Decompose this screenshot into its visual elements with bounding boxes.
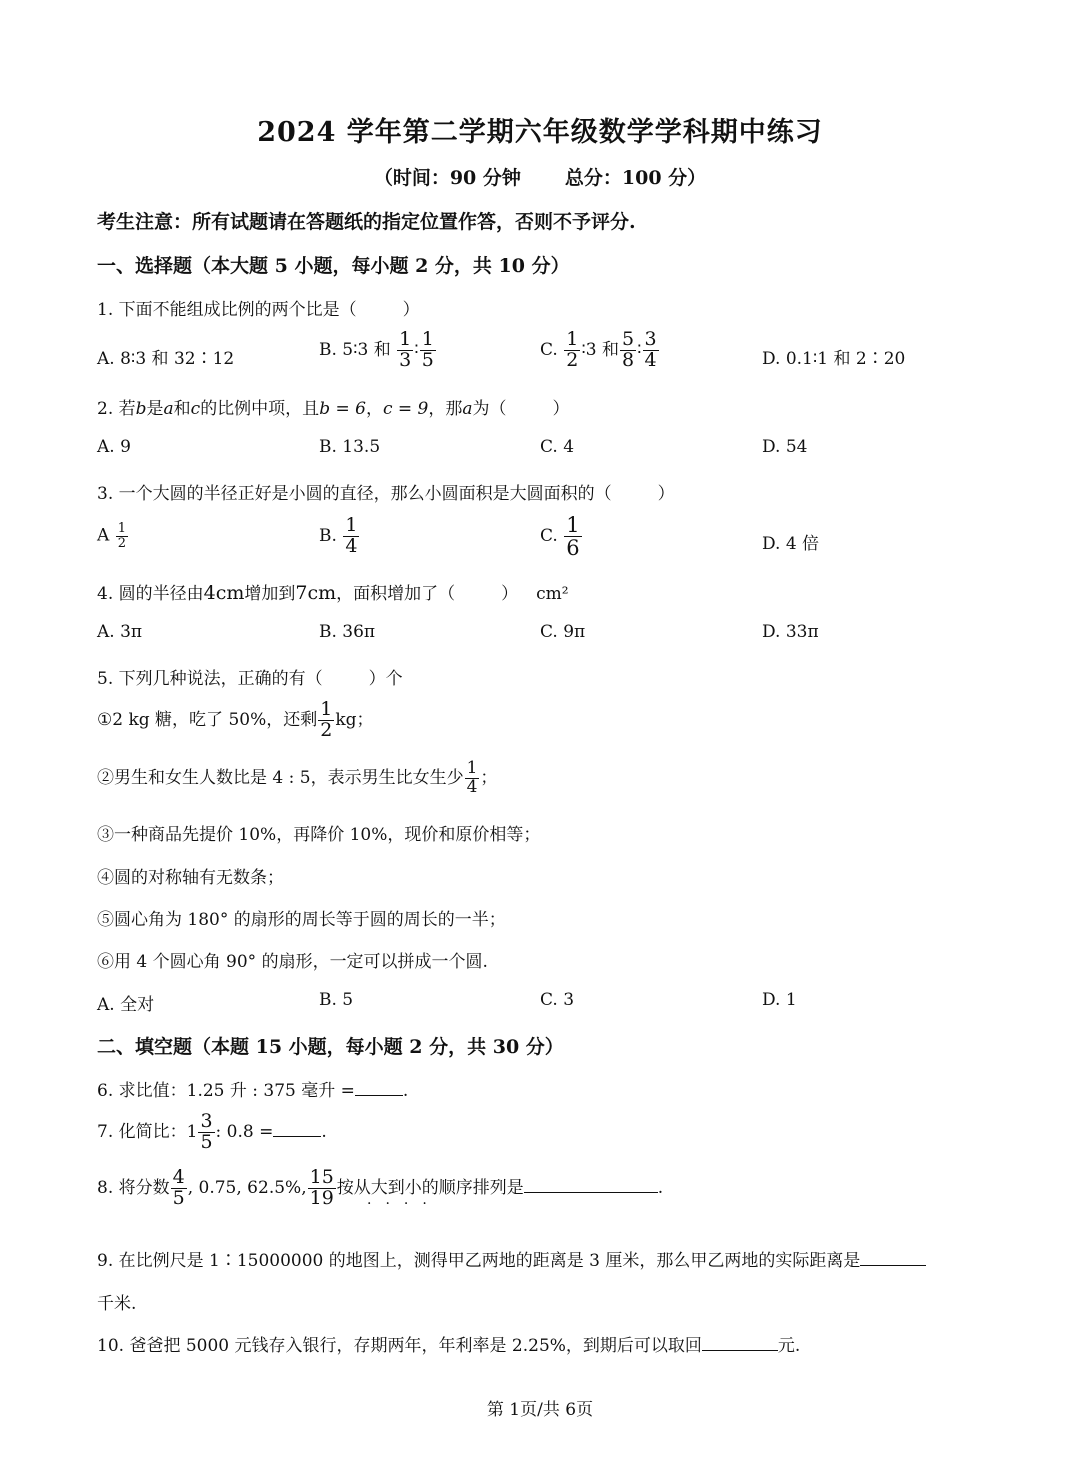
question-5-statement-5: ⑤圆心角为 180° 的扇形的周长等于圆的周长的一半； [97,910,506,930]
question-5-option-d: D. 1 [762,990,797,1010]
question-4-option-b: B. 36π [319,622,376,642]
fraction: $\frac{3}{5}$ [200,1110,213,1153]
question-2-option-c: C. 4 [540,437,575,457]
answer-blank[interactable] [355,1079,403,1096]
question-3-option-c: C. $\frac{1}{6}$ [540,513,580,561]
total-score-info: 总分：100 分） [564,167,707,189]
answer-blank[interactable] [273,1120,321,1137]
question-1-option-b: B. 5∶3 和 $\frac{1}{3}$ ∶ $\frac{1}{5}$ [319,328,434,371]
question-5-statement-2: ②男生和女生人数比是 4 : 5，表示男生比女生少 $\frac{1}{4}$ ； [97,758,498,797]
section-heading-choice: 一、选择题（本大题 5 小题，每小题 2 分，共 10 分） [97,255,570,277]
question-5-statement-3: ③一种商品先提价 10%，再降价 10%，现价和原价相等； [97,825,541,845]
question-5-option-b: B. 5 [319,990,354,1010]
question-4-option-a: A. 3π [97,622,143,642]
question-3-stem: 3. 一个大圆的半径正好是小圆的直径，那么小圆面积是大圆面积的（ ） [97,484,675,504]
fraction: $\frac{1}{3}$ [399,328,412,371]
question-5-statement-6: ⑥用 4 个圆心角 90° 的扇形，一定可以拼成一个圆. [97,952,488,972]
fraction: $\frac{1}{4}$ [466,758,478,797]
question-10-stem: 10. 爸爸把 5000 元钱存入银行，存期两年，年利率是 2.25%，到期后可以取回 元. [97,1336,801,1356]
answer-blank[interactable] [860,1249,926,1266]
fraction: $\frac{1}{5}$ [421,328,434,371]
question-8-stem: 8. 将分数 $\frac{4}{5}$ , 0.75, 62.5%, $\frac{15}{19}$ 按从大到小的顺序排列是 . [97,1166,664,1209]
question-3-option-d: D. 4 倍 [762,534,820,554]
question-2-option-b: B. 13.5 [319,437,381,457]
question-2-option-a: A. 9 [97,437,131,457]
question-1-option-d: D. 0.1∶1 和 2∶20 [762,349,906,369]
fraction: $\frac{1}{2}$ [320,698,333,741]
fraction: $\frac{4}{5}$ [172,1166,185,1209]
page-number: 第 1页/共 6页 [486,1400,594,1420]
fraction: $\frac{5}{8}$ [621,328,635,371]
question-5-option-c: C. 3 [540,990,575,1010]
answer-blank[interactable] [702,1334,778,1351]
question-1-stem: 1. 下面不能组成比例的两个比是（ ） [97,300,420,320]
answer-blank[interactable] [524,1176,658,1193]
fraction: $\frac{1}{2}$ [117,521,126,551]
question-7-stem: 7. 化简比：1 $\frac{3}{5}$ : 0.8 = . [97,1110,327,1153]
question-1-option-a: A. 8∶3 和 32∶12 [97,349,235,369]
question-9-unit: 千米. [97,1294,137,1314]
emphasis-dots: ···· [367,1196,441,1212]
fraction: $\frac{1}{6}$ [566,513,580,561]
fraction: $\frac{3}{4}$ [644,328,657,371]
question-4-stem: 4. 圆的半径由4cm增加到7cm，面积增加了（ ） cm² [97,582,569,604]
section-heading-fill-in: 二、填空题（本题 15 小题，每小题 2 分，共 30 分） [97,1036,564,1058]
question-5-option-a: A. 全对 [97,995,155,1015]
question-9-stem: 9. 在比例尺是 1∶15000000 的地图上，测得甲乙两地的距离是 3 厘米，那么甲乙两地的实际距离是 [97,1246,926,1271]
fraction: $\frac{15}{19}$ [309,1166,334,1209]
question-5-statement-1: ①2 kg 糖，吃了 50%，还剩 $\frac{1}{2}$ kg； [97,698,374,741]
exam-notice: 考生注意：所有试题请在答题纸的指定位置作答，否则不予评分. [97,211,636,233]
question-4-option-c: C. 9π [540,622,586,642]
question-6-stem: 6. 求比值：1.25 升 : 375 毫升 = . [97,1081,409,1101]
page-title: 2024 学年第二学期六年级数学学科期中练习 [257,117,823,148]
question-2-stem: 2. 若b是a和c的比例中项，且b = 6，c = 9，那a为（ ） [97,399,570,419]
question-3-option-b: B. $\frac{1}{4}$ [319,514,358,557]
question-5-statement-4: ④圆的对称轴有无数条； [97,868,284,888]
exam-subtitle [0,163,1080,190]
question-3-option-a: A $\frac{1}{2}$ [97,521,126,551]
time-info: （时间：90 分钟 [373,167,521,189]
question-1-option-c: C. $\frac{1}{2}$ ∶3 和 $\frac{5}{8}$ ∶ $\frac{3}{4}$ [540,328,657,371]
fraction: $\frac{1}{4}$ [345,514,358,557]
question-5-stem: 5. 下列几种说法，正确的有（ ）个 [97,669,403,689]
question-4-option-d: D. 33π [762,622,819,642]
fraction: $\frac{1}{2}$ [566,328,579,371]
question-2-option-d: D. 54 [762,437,808,457]
